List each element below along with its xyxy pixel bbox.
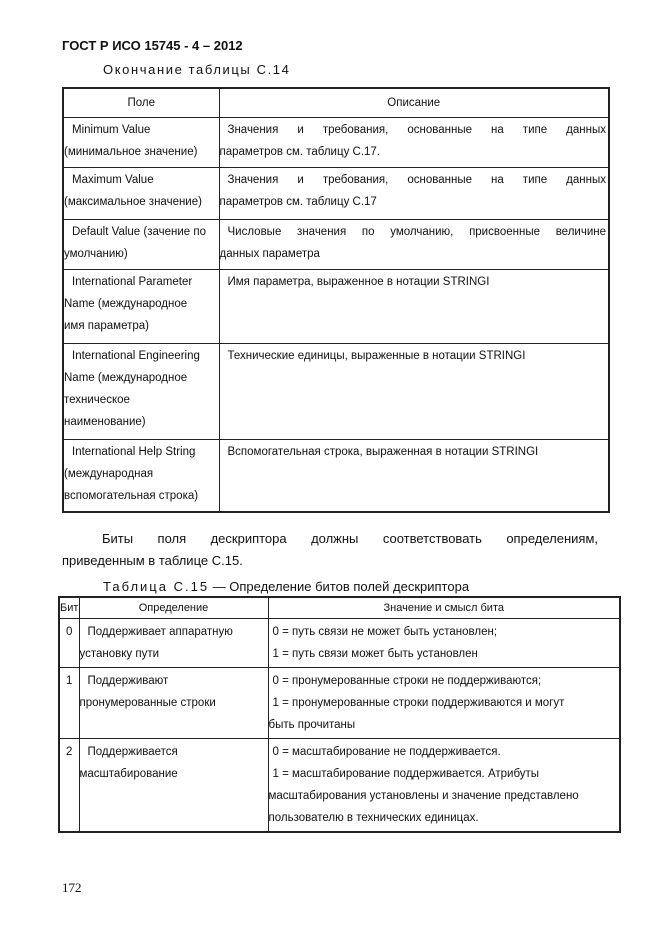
description-cell [219,168,609,220]
description-line: Значения и требования, основанные на типе данных [227,124,606,136]
meaning-line: 0 = пронумерованные строки не поддерживаются; [272,675,542,687]
description-line: параметров см. таблицу С.17. [219,146,381,158]
field-cell [63,118,219,168]
column-header-meaning: Значение и смысл бита [268,597,620,619]
paragraph-line: приведенным в таблице С.15. [62,553,243,568]
field-cell [63,270,219,344]
description-cell [219,270,609,344]
page-number: 172 [62,880,82,895]
field-line: имя параметра) [64,320,149,332]
field-line: Maximum Value [72,174,154,186]
table-c14 [62,87,610,513]
field-line: International Help String [72,446,196,458]
description-cell [219,220,609,270]
meaning-line: 1 = масштабирование поддерживается. Атрибуты [272,768,540,780]
table-row [63,118,609,168]
field-line: Name (международное [64,298,188,310]
meaning-line: быть прочитаны [268,719,356,731]
bit-cell: 0 [59,619,79,668]
table-header-row [59,597,620,619]
field-line: International Engineering [72,350,200,362]
field-line: вспомогательная строка) [64,490,199,502]
field-line: Default Value (зачение по [72,226,207,238]
table-row [59,739,620,833]
table-row [63,220,609,270]
meaning-line: 0 = масштабирование не поддерживается. [272,746,501,758]
table-row [63,344,609,440]
description-line: параметров см. таблицу С.17 [219,196,377,208]
column-header-description: Описание [219,88,609,118]
definition-line: установку пути [79,648,160,660]
definition-line: пронумерованные строки [79,697,216,709]
column-header-field: Поле [63,88,219,118]
table-header-row [63,88,609,118]
meaning-cell [268,668,620,739]
table-c15-caption [103,579,469,594]
description-line: Вспомогательная строка, выраженная в нотации STRINGI [227,446,539,458]
description-line: Значения и требования, основанные на типе данных [227,174,606,186]
definition-line: Поддерживается [87,746,178,758]
definition-cell [79,668,268,739]
table-c15-caption-title: — Определение битов полей дескриптора [209,579,470,594]
description-line: Имя параметра, выраженное в нотации STRINGI [227,276,490,288]
column-header-definition: Определение [79,597,268,619]
meaning-line: 1 = путь связи может быть установлен [272,648,478,660]
table-c15 [58,596,621,833]
bit-cell: 2 [59,739,79,833]
field-line: Minimum Value [72,124,151,136]
field-line: (минимальное значение) [64,146,198,158]
table-row [59,668,620,739]
field-line: умолчанию) [64,248,128,260]
meaning-cell [268,739,620,833]
table-c15-caption-number: Таблица С.15 [103,579,210,594]
document-title: ГОСТ Р ИСО 15745 - 4 – 2012 [62,38,243,53]
definition-cell [79,739,268,833]
paragraph-text: Биты поля дескриптора должны соответствовать определениям, [102,531,598,546]
description-line: Числовые значения по умолчанию, присвоенные величине [227,226,606,238]
field-line: (международная [64,468,154,480]
field-line: (максимальное значение) [64,196,202,208]
field-line: наименование) [64,416,146,428]
field-cell [63,220,219,270]
field-line: Name (международное [64,372,188,384]
definition-line: Поддерживает аппаратную [87,626,233,638]
field-cell [63,440,219,512]
paragraph-line [62,528,598,550]
bit-cell: 1 [59,668,79,739]
description-cell [219,118,609,168]
definition-line: Поддерживают [87,675,169,687]
table-row [63,168,609,220]
column-header-bit: Бит [59,597,79,619]
meaning-line: 1 = пронумерованные строки поддерживаются и могут [272,697,565,709]
description-cell [219,344,609,440]
table-c14-caption: Окончание таблицы С.14 [103,62,291,77]
meaning-line: пользователю в технических единицах. [268,812,479,824]
field-cell [63,344,219,440]
description-line: данных параметра [219,248,320,260]
meaning-line: 0 = путь связи не может быть установлен; [272,626,498,638]
meaning-line: масштабирования установлены и значение представлено [268,790,579,802]
meaning-cell [268,619,620,668]
table-row [63,270,609,344]
definition-line: масштабирование [79,768,178,780]
field-cell [63,168,219,220]
definition-cell [79,619,268,668]
field-line: техническое [64,394,130,406]
table-row [63,440,609,512]
field-line: International Parameter [72,276,193,288]
table-row [59,619,620,668]
description-line: Технические единицы, выраженные в нотации STRINGI [227,350,526,362]
description-cell [219,440,609,512]
